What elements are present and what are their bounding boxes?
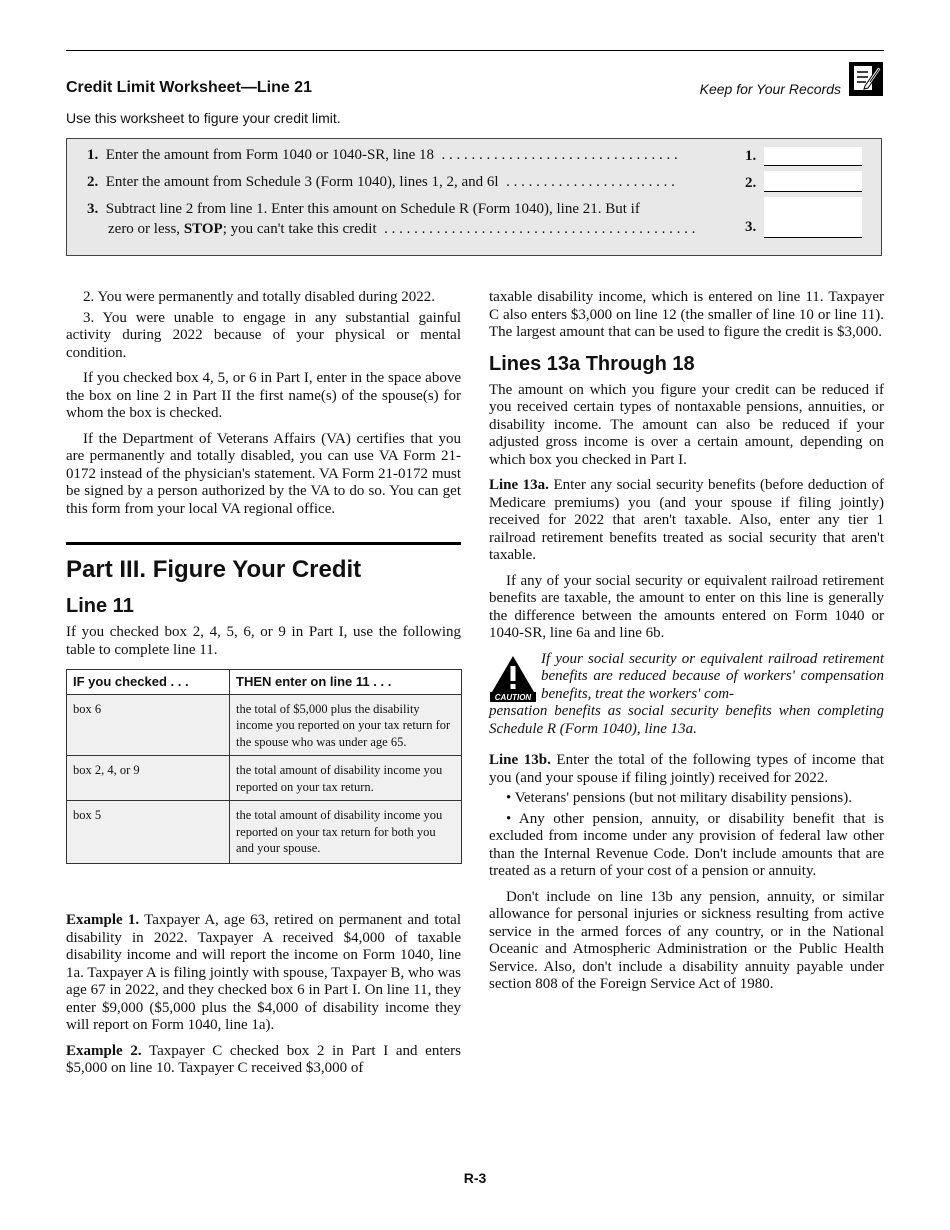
line-13b-paragraph: Line 13b. Enter the total of the following types of income that you (and your spouse if filing jointly) received for 2022. <box>489 752 885 786</box>
right-paragraph-3: If any of your social security or equivalent railroad retirement benefits are taxable, the amount to enter on this line is generally the difference between the amounts entered on Form 1040 or 1040-SR, line 6a and line 6b. <box>489 572 884 641</box>
line-11-intro: If you checked box 2, 4, 5, 6, or 9 in Part I, use the following table to complete line 11. <box>66 624 461 658</box>
example-2: Example 2. Taxpayer C checked box 2 in Part I and enters $5,000 on line 10. Taxpayer C received $3,000 of <box>66 1042 462 1076</box>
table-cell: box 6 <box>67 694 230 756</box>
caution-text-a: If your social security or equivalent railroad retirement benefits are reduced because of workers' compensation benefits, treat the workers' com- <box>541 650 884 702</box>
lines-13a-18-heading: Lines 13a Through 18 <box>489 352 695 375</box>
list-item: • Any other pension, annuity, or disability benefit that is excluded from income under any provision of federal law other than the Internal Revenue Code. Don't include amounts that are treated as a return of your cost of a pension or annuity. <box>489 810 884 879</box>
left-column <box>66 289 461 1086</box>
line-13a-paragraph: Line 13a. Enter any social security benefits (before deduction of Medicare premiums) you (and your spouse if filing jointly) received for 2022 that aren't taxable. Also, enter any tier 1 railroad retirement benefits treated as social security that aren't taxable. <box>489 477 884 563</box>
line-1-amount-field[interactable] <box>764 147 862 166</box>
table-header-then: THEN enter on line 11 . . . <box>230 670 462 695</box>
table-header-row <box>67 670 462 695</box>
worksheet-line-2: 2. Enter the amount from Schedule 3 (Form 1040), lines 1, 2, and 6l . . . . . . . . . . . . . . . . . . . . . . . <box>87 174 675 190</box>
worksheet-line-3: 3. Subtract line 2 from line 1. Enter this amount on Schedule R (Form 1040), line 21. But if zero or less, STOP; you can't take this credit . . . . . . . . . . . . . . . . . . . . . . . . . . . . . . . . . . . . . . . . . . <box>87 201 696 237</box>
worksheet-intro: Use this worksheet to figure your credit limit. <box>66 110 341 126</box>
part-iii-title: Part III. Figure Your Credit <box>66 556 362 583</box>
table-header-if: IF you checked . . . <box>67 670 230 695</box>
caution-text-b: pensation benefits as social security benefits when completing Schedule R (Form 1040), line 13a. <box>489 703 884 737</box>
table-row <box>67 756 462 801</box>
keep-for-records-label: Keep for Your Records <box>699 81 841 97</box>
table-row <box>67 801 462 864</box>
line-2-box-label: 2. <box>745 175 757 191</box>
line-1-box-label: 1. <box>745 148 757 164</box>
top-rule <box>66 50 884 51</box>
line-11-heading: Line 11 <box>66 595 134 617</box>
page-number: R-3 <box>463 1170 487 1186</box>
line-2-amount-field[interactable] <box>764 171 862 192</box>
table-cell: the total amount of disability income you reported on your tax return. <box>230 756 462 801</box>
table-cell: the total of $5,000 plus the disability income you reported on your tax return for the spouse who was under age 65. <box>230 694 462 756</box>
left-paragraph-2: 3. You were unable to engage in any substantial gainful activity during 2022 because of your physical or mental condition. <box>66 309 461 361</box>
line-3-amount-field[interactable] <box>764 197 862 238</box>
table-row <box>67 694 462 756</box>
list-item: • Veterans' pensions (but not military disability pensions). <box>506 790 852 806</box>
part-iii-rule <box>66 542 461 545</box>
left-paragraph-1: 2. You were permanently and totally disabled during 2022. <box>83 289 436 305</box>
left-paragraph-3: If you checked box 4, 5, or 6 in Part I, enter in the space above the box on line 2 in Part II the first name(s) of the spouse(s) for whom the box is checked. <box>66 370 461 421</box>
table-cell: box 2, 4, or 9 <box>67 756 230 801</box>
right-paragraph-1: taxable disability income, which is entered on line 11. Taxpayer C also enters $3,000 on line 12 (the smaller of line 10 or line 11). The largest amount that can be used to figure the credit is $3,000. <box>489 289 884 340</box>
worksheet-box <box>66 138 882 256</box>
example-1: Example 1. Taxpayer A, age 63, retired on permanent and total disability in 2022. Taxpayer A received $4,000 of taxable disability income and will report the income on Form 1040, line 1a. Taxpayer A is filing jointly with spouse, Taxpayer B, who was age 67 in 2022, and they checked box 6 in Part I. On line 11, they enter $9,000 ($5,000 plus the $4,000 of disability income they will report on Form 1040, line 1a). <box>66 912 461 1033</box>
caution-icon <box>489 654 537 702</box>
caution-note <box>489 651 884 739</box>
line-3-box-label: 3. <box>745 219 757 235</box>
line-11-table <box>66 669 462 864</box>
right-column <box>489 289 884 1002</box>
table-cell: box 5 <box>67 801 230 864</box>
right-paragraph-4: Don't include on line 13b any pension, annuity, or similar allowance for personal injuries or sickness resulting from active service in the armed forces of any country, or in the National Oceanic and Atmospheric Administration or the Public Health Service. Also, don't include a disability annuity payable under section 808 of the Foreign Service Act of 1980. <box>489 888 884 992</box>
records-pen-icon <box>849 62 883 96</box>
right-paragraph-2: The amount on which you figure your credit can be reduced if you received certain types of nontaxable pensions, annuities, or disability income. The amount can also be reduced if your adjusted gross income is over a certain amount, depending on which box you checked in Part I. <box>489 381 884 468</box>
caution-icon-label: CAUTION <box>494 692 532 702</box>
worksheet-line-1: 1. Enter the amount from Form 1040 or 1040-SR, line 18 . . . . . . . . . . . . . . . . . . . . . . . . . . . . . . . . <box>87 147 678 163</box>
left-paragraph-4: If the Department of Veterans Affairs (VA) certifies that you are permanently and totally disabled, you can use VA Form 21-0172 instead of the physician's statement. VA Form 21-0172 must be signed by a person authorized by the VA to do so. You can get this form from your local VA regional office. <box>66 430 461 517</box>
worksheet-title: Credit Limit Worksheet—Line 21 <box>66 79 312 96</box>
table-cell: the total amount of disability income you reported on your tax return for both you and your spouse. <box>230 801 462 864</box>
